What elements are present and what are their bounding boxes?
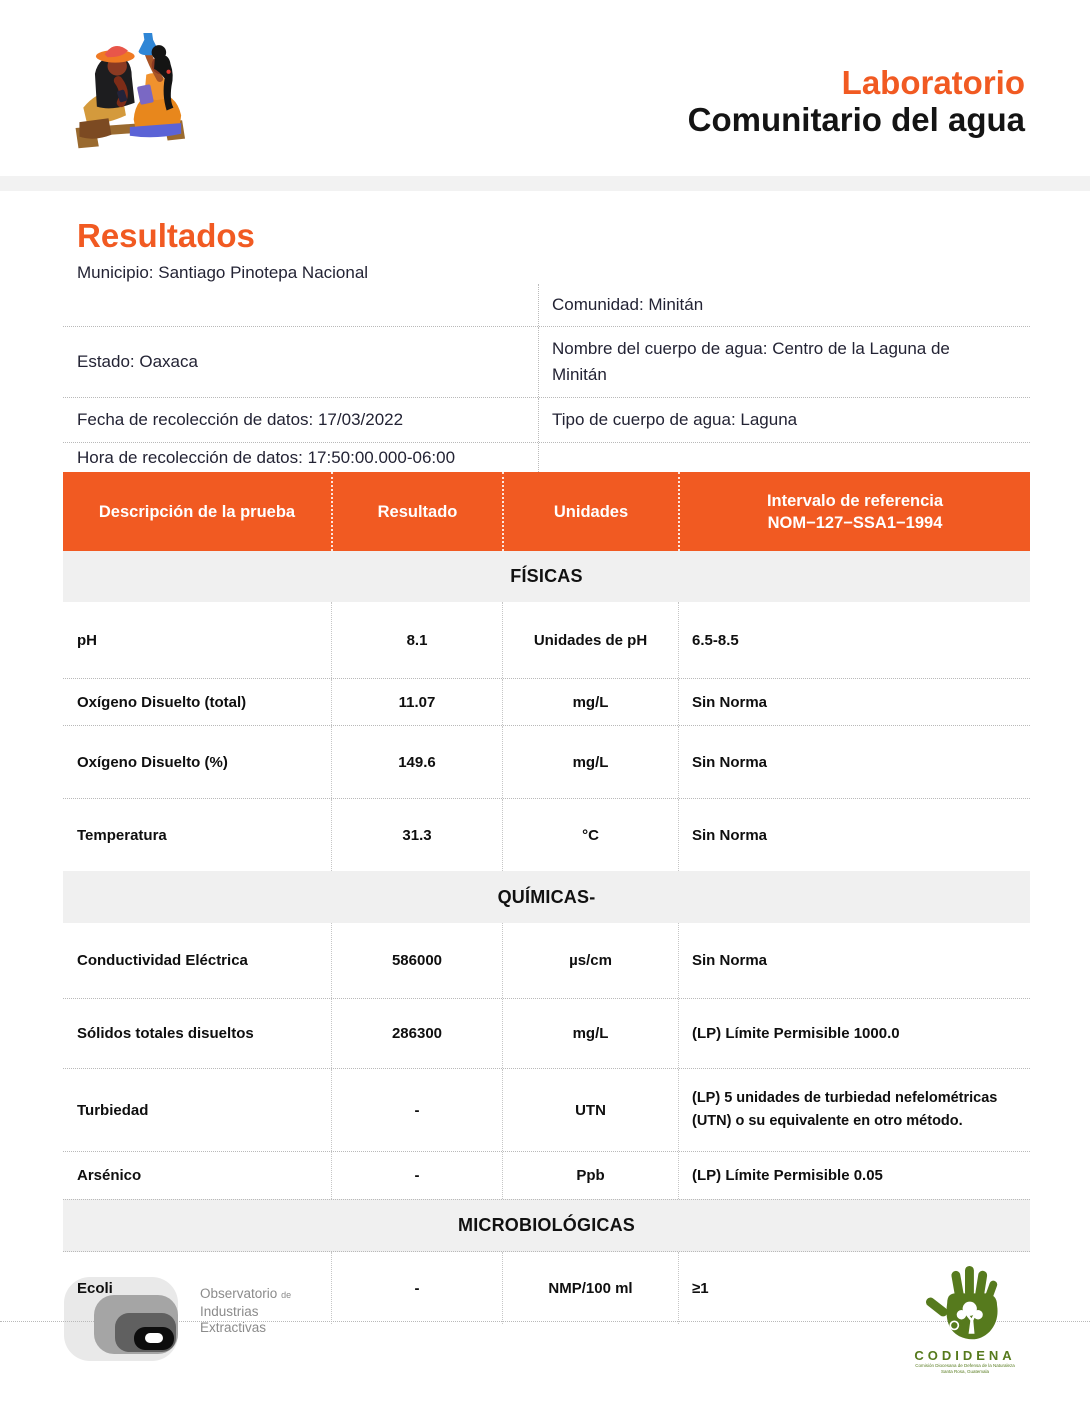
meta-row-1 [63,284,1030,327]
codidena-handprint-icon [923,1266,1007,1342]
section-fisicas-rows [63,602,1030,871]
table-row: Oxígeno Disuelto (%) 149.6 mg/L Sin Norma [63,725,1030,798]
metadata-grid [63,284,1030,472]
table-row: Arsénico - Ppb (LP) Límite Permisible 0.05 [63,1151,1030,1199]
results-content [63,217,1030,1324]
table-header-unidades: Unidades [502,472,678,551]
meta-hora: Hora de recolección de datos: 17:50:00.000-06:00 [77,447,456,467]
section-quimicas-rows [63,923,1030,1199]
brand-title [688,64,1025,138]
meta-empty-cell [63,284,538,326]
meta-comunidad: Comunidad: Minitán [538,284,1030,326]
table-row: Temperatura 31.3 °C Sin Norma [63,798,1030,871]
table-row: Conductividad Eléctrica 586000 µs/cm Sin Norma [63,923,1030,998]
brand-title-line2: Comunitario del agua [687,101,1025,138]
meta-municipio: Municipio: Santiago Pinotepa Nacional [77,263,369,282]
table-header-resultado: Resultado [331,472,502,551]
table-row: Oxígeno Disuelto (total) 11.07 mg/L Sin Norma [63,678,1030,725]
section-band-fisicas: FÍSICAS [63,551,1030,602]
table-row: Sólidos totales disueltos 286300 mg/L (LP) Límite Permisible 1000.0 [63,998,1030,1068]
community-illustration-icon [62,30,217,166]
meta-tipo: Tipo de cuerpo de agua: Laguna [538,398,1030,442]
table-row: Turbiedad - UTN (LP) 5 unidades de turbiedad nefelométricas (UTN) o su equivalente en otro método. [63,1068,1030,1151]
table-header [63,472,1030,551]
meta-row-4 [63,443,1030,472]
codidena-logo [898,1266,1032,1375]
table-header-intervalo: Intervalo de referencia NOM−127−SSA1−1994 [678,472,1030,551]
table-row: pH 8.1 Unidades de pH 6.5-8.5 [63,602,1030,678]
observatorio-logo-pill [145,1333,163,1343]
brand-title-line1: Laboratorio [841,64,1025,101]
meta-cuerpo-de-agua: Nombre del cuerpo de agua: Centro de la Laguna de Minitán [538,327,1030,397]
table-row: Ecoli - NMP/100 ml ≥1 [63,1252,1030,1324]
codidena-wordmark: CODIDENA [914,1348,1016,1363]
header-divider-bar [0,176,1090,191]
meta-estado: Estado: Oaxaca [77,352,198,371]
observatorio-wordmark: Observatorio de Industrias Extractivas [200,1286,292,1335]
meta-fecha: Fecha de recolección de datos: 17/03/2022 [77,410,404,429]
section-band-quimicas: QUÍMICAS- [63,871,1030,923]
section-band-microbiologicas: MICROBIOLÓGICAS [63,1199,1030,1252]
codidena-subtitle-1: Comisión Diocesana de Defensa de la Naturaleza [915,1363,1015,1368]
section-microbiologicas-rows [63,1252,1030,1324]
page-title: Resultados [77,217,255,254]
meta-empty-cell [538,443,1030,472]
codidena-subtitle-2: Santa Rosa, Guatemala [940,1369,990,1374]
meta-row-3 [63,398,1030,443]
page-header [0,0,1090,176]
table-header-descripcion: Descripción de la prueba [98,502,296,521]
meta-row-2 [63,327,1030,398]
